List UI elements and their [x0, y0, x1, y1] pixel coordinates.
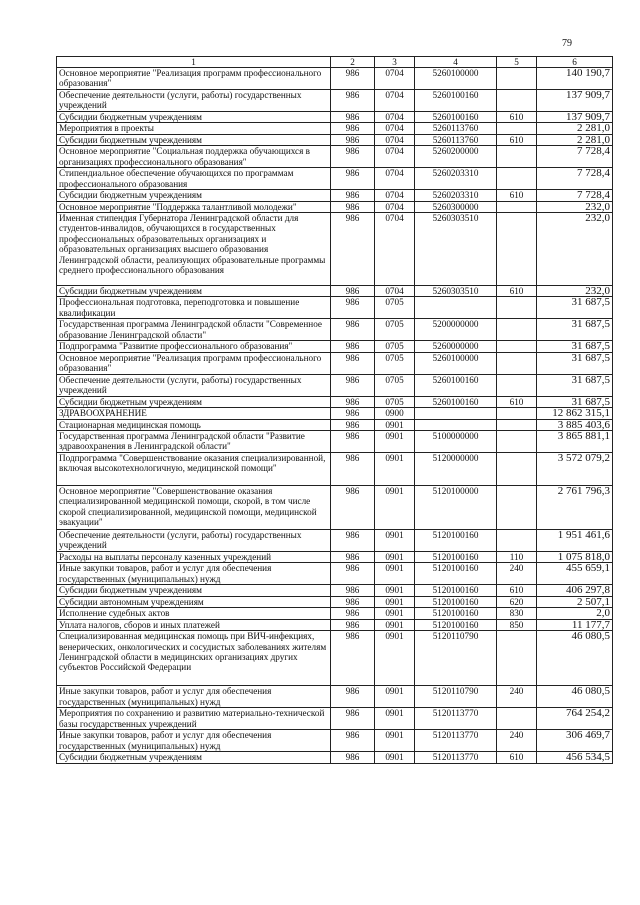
row-target-article: 5120100000	[415, 486, 497, 530]
row-section-code: 0901	[375, 596, 415, 607]
row-expense-type	[497, 374, 537, 396]
row-section-code: 0705	[375, 374, 415, 396]
row-target-article: 5260100160	[415, 90, 497, 112]
row-target-article: 5260203310	[415, 190, 497, 201]
row-name: ЗДРАВООХРАНЕНИЕ	[57, 408, 331, 419]
table-row	[57, 352, 613, 374]
row-section-code: 0901	[375, 563, 415, 585]
row-name: Субсидии бюджетным учреждениям	[57, 585, 331, 596]
row-amount: 3 572 079,2	[537, 453, 613, 486]
row-target-article: 5120000000	[415, 453, 497, 486]
row-target-article: 5260113760	[415, 123, 497, 134]
table-row	[57, 431, 613, 453]
row-expense-type: 610	[497, 190, 537, 201]
row-ministry-code: 986	[331, 619, 375, 630]
row-target-article: 5260200000	[415, 146, 497, 168]
row-section-code: 0704	[375, 146, 415, 168]
row-target-article: 5100000000	[415, 431, 497, 453]
table-row	[57, 619, 613, 630]
row-ministry-code: 986	[331, 563, 375, 585]
row-expense-type	[497, 123, 537, 134]
row-target-article	[415, 408, 497, 419]
row-expense-type	[497, 201, 537, 212]
row-target-article: 5260300000	[415, 201, 497, 212]
row-name: Основное мероприятие "Совершенствование оказания специализированной медицинской помощи, скорой, в том числе скорой специализированной, медицинской помощи, медицинской эвакуации"	[57, 486, 331, 530]
row-expense-type: 610	[497, 134, 537, 145]
row-amount: 306 469,7	[537, 730, 613, 752]
row-section-code: 0704	[375, 190, 415, 201]
row-ministry-code: 986	[331, 190, 375, 201]
table-row	[57, 486, 613, 530]
row-target-article	[415, 297, 497, 319]
row-name: Обеспечение деятельности (услуги, работы) государственных учреждений	[57, 374, 331, 396]
row-expense-type: 610	[497, 286, 537, 297]
row-section-code: 0705	[375, 341, 415, 352]
row-section-code: 0704	[375, 213, 415, 286]
row-name: Стационарная медицинская помощь	[57, 419, 331, 430]
row-name: Именная стипендия Губернатора Ленинградской области для студентов-инвалидов, обучающихся в государственных профессиональных образовательных организациях и образовательных организациях высшего образования Ленинградской области, реализующих образовательные программы среднего профессионального образования	[57, 213, 331, 286]
table-row	[57, 752, 613, 763]
row-amount: 2 507,1	[537, 596, 613, 607]
row-target-article: 5260303510	[415, 286, 497, 297]
row-expense-type: 110	[497, 552, 537, 563]
row-target-article: 5260100000	[415, 352, 497, 374]
row-expense-type: 610	[497, 585, 537, 596]
row-target-article: 5120100160	[415, 530, 497, 552]
header-cell: 3	[375, 57, 415, 68]
row-name: Субсидии бюджетным учреждениям	[57, 134, 331, 145]
row-name: Основное мероприятие "Реализация программ профессионального образования"	[57, 352, 331, 374]
row-ministry-code: 986	[331, 631, 375, 686]
row-ministry-code: 986	[331, 297, 375, 319]
row-section-code: 0901	[375, 608, 415, 619]
row-ministry-code: 986	[331, 419, 375, 430]
row-ministry-code: 986	[331, 431, 375, 453]
table-row	[57, 68, 613, 90]
row-target-article: 5260100000	[415, 68, 497, 90]
header-cell: 6	[537, 57, 613, 68]
row-amount: 7 728,4	[537, 190, 613, 201]
row-target-article: 5120110790	[415, 631, 497, 686]
table-row	[57, 146, 613, 168]
row-name: Основное мероприятие "Поддержка талантливой молодежи"	[57, 201, 331, 212]
row-expense-type	[497, 213, 537, 286]
header-cell: 5	[497, 57, 537, 68]
row-name: Стипендиальное обеспечение обучающихся по программам профессионального образования	[57, 168, 331, 190]
row-name: Мероприятия по сохранению и развитию материально-технической базы государственных учреждений	[57, 708, 331, 730]
row-expense-type	[497, 146, 537, 168]
row-amount: 7 728,4	[537, 146, 613, 168]
row-amount: 137 909,7	[537, 90, 613, 112]
table-row	[57, 201, 613, 212]
row-name: Субсидии бюджетным учреждениям	[57, 396, 331, 407]
row-name: Субсидии бюджетным учреждениям	[57, 286, 331, 297]
row-name: Расходы на выплаты персоналу казенных учреждений	[57, 552, 331, 563]
row-ministry-code: 986	[331, 374, 375, 396]
row-expense-type	[497, 431, 537, 453]
table-row	[57, 552, 613, 563]
table-header-row	[57, 57, 613, 68]
row-amount: 31 687,5	[537, 374, 613, 396]
row-target-article: 5120100160	[415, 608, 497, 619]
row-amount: 31 687,5	[537, 396, 613, 407]
table-row	[57, 396, 613, 407]
table-row	[57, 90, 613, 112]
table-row	[57, 168, 613, 190]
row-ministry-code: 986	[331, 168, 375, 190]
row-amount: 2,0	[537, 608, 613, 619]
row-target-article: 5120100160	[415, 563, 497, 585]
row-ministry-code: 986	[331, 552, 375, 563]
page-number: 79	[562, 38, 572, 49]
row-ministry-code: 986	[331, 319, 375, 341]
row-target-article: 5120100160	[415, 619, 497, 630]
row-ministry-code: 986	[331, 201, 375, 212]
row-expense-type	[497, 631, 537, 686]
row-ministry-code: 986	[331, 286, 375, 297]
table-row	[57, 530, 613, 552]
row-expense-type: 610	[497, 396, 537, 407]
row-amount: 3 885 403,6	[537, 419, 613, 430]
table-row	[57, 686, 613, 708]
table-row	[57, 408, 613, 419]
table-row	[57, 112, 613, 123]
row-name: Субсидии бюджетным учреждениям	[57, 752, 331, 763]
row-ministry-code: 986	[331, 146, 375, 168]
row-ministry-code: 986	[331, 134, 375, 145]
row-expense-type	[497, 341, 537, 352]
row-ministry-code: 986	[331, 752, 375, 763]
row-section-code: 0901	[375, 530, 415, 552]
row-target-article: 5120110790	[415, 686, 497, 708]
row-ministry-code: 986	[331, 585, 375, 596]
row-expense-type: 240	[497, 563, 537, 585]
table-row	[57, 608, 613, 619]
row-name: Субсидии бюджетным учреждениям	[57, 112, 331, 123]
row-target-article: 5260100160	[415, 374, 497, 396]
row-amount: 764 254,2	[537, 708, 613, 730]
row-expense-type: 830	[497, 608, 537, 619]
table-row	[57, 319, 613, 341]
row-target-article: 5120113770	[415, 708, 497, 730]
row-target-article: 5260100160	[415, 396, 497, 407]
row-amount: 3 865 881,1	[537, 431, 613, 453]
row-expense-type	[497, 486, 537, 530]
row-ministry-code: 986	[331, 396, 375, 407]
table-row	[57, 297, 613, 319]
row-amount: 232,0	[537, 213, 613, 286]
table-row	[57, 134, 613, 145]
row-ministry-code: 986	[331, 112, 375, 123]
row-amount: 2 281,0	[537, 123, 613, 134]
row-name: Обеспечение деятельности (услуги, работы) государственных учреждений	[57, 530, 331, 552]
row-target-article: 5260000000	[415, 341, 497, 352]
row-expense-type	[497, 90, 537, 112]
table-row	[57, 453, 613, 486]
row-name: Иные закупки товаров, работ и услуг для обеспечения государственных (муниципальных) нужд	[57, 686, 331, 708]
row-amount: 140 190,7	[537, 68, 613, 90]
row-section-code: 0901	[375, 453, 415, 486]
row-amount: 31 687,5	[537, 297, 613, 319]
row-expense-type	[497, 68, 537, 90]
row-amount: 46 080,5	[537, 686, 613, 708]
header-cell: 4	[415, 57, 497, 68]
row-section-code: 0901	[375, 419, 415, 430]
row-section-code: 0704	[375, 286, 415, 297]
table-row	[57, 563, 613, 585]
row-name: Мероприятия в проекты	[57, 123, 331, 134]
row-amount: 1 951 461,6	[537, 530, 613, 552]
row-section-code: 0901	[375, 585, 415, 596]
row-ministry-code: 986	[331, 68, 375, 90]
row-amount: 31 687,5	[537, 319, 613, 341]
row-name: Государственная программа Ленинградской области "Развитие здравоохранения в Ленинградской области"	[57, 431, 331, 453]
row-name: Иные закупки товаров, работ и услуг для обеспечения государственных (муниципальных) нужд	[57, 730, 331, 752]
row-target-article: 5120100160	[415, 552, 497, 563]
row-section-code: 0704	[375, 123, 415, 134]
row-ministry-code: 986	[331, 530, 375, 552]
row-target-article: 5120100160	[415, 585, 497, 596]
row-expense-type	[497, 708, 537, 730]
row-ministry-code: 986	[331, 486, 375, 530]
table-row	[57, 123, 613, 134]
row-expense-type	[497, 408, 537, 419]
row-amount: 1 075 818,0	[537, 552, 613, 563]
row-ministry-code: 986	[331, 341, 375, 352]
row-section-code: 0901	[375, 631, 415, 686]
row-section-code: 0901	[375, 486, 415, 530]
table-row	[57, 374, 613, 396]
row-section-code: 0900	[375, 408, 415, 419]
row-ministry-code: 986	[331, 596, 375, 607]
row-section-code: 0901	[375, 619, 415, 630]
row-section-code: 0704	[375, 90, 415, 112]
row-section-code: 0704	[375, 201, 415, 212]
row-section-code: 0705	[375, 319, 415, 341]
table-row	[57, 730, 613, 752]
table-row	[57, 286, 613, 297]
row-section-code: 0901	[375, 708, 415, 730]
row-target-article: 5260100160	[415, 112, 497, 123]
row-ministry-code: 986	[331, 123, 375, 134]
row-expense-type: 620	[497, 596, 537, 607]
row-section-code: 0705	[375, 297, 415, 319]
row-amount: 232,0	[537, 201, 613, 212]
row-amount: 137 909,7	[537, 112, 613, 123]
row-ministry-code: 986	[331, 352, 375, 374]
row-expense-type: 850	[497, 619, 537, 630]
row-section-code: 0704	[375, 68, 415, 90]
row-expense-type	[497, 530, 537, 552]
row-amount: 46 080,5	[537, 631, 613, 686]
row-amount: 2 761 796,3	[537, 486, 613, 530]
row-target-article: 5120113770	[415, 730, 497, 752]
row-target-article: 5200000000	[415, 319, 497, 341]
row-name: Субсидии автономным учреждениям	[57, 596, 331, 607]
row-amount: 31 687,5	[537, 352, 613, 374]
row-ministry-code: 986	[331, 708, 375, 730]
row-target-article: 5260303510	[415, 213, 497, 286]
row-section-code: 0705	[375, 396, 415, 407]
row-expense-type	[497, 352, 537, 374]
row-expense-type: 240	[497, 730, 537, 752]
row-expense-type	[497, 297, 537, 319]
table-row	[57, 631, 613, 686]
row-expense-type: 610	[497, 112, 537, 123]
row-amount: 31 687,5	[537, 341, 613, 352]
row-target-article	[415, 419, 497, 430]
row-name: Основное мероприятие "Социальная поддержка обучающихся в организациях профессионального образования"	[57, 146, 331, 168]
row-section-code: 0705	[375, 352, 415, 374]
row-amount: 2 281,0	[537, 134, 613, 145]
row-amount: 11 177,7	[537, 619, 613, 630]
row-name: Специализированная медицинская помощь при ВИЧ-инфекциях, венерических, онкологических и сосудистых заболеваниях жителям Ленинградской области в медицинских организациях других субъектов Российской Федерации	[57, 631, 331, 686]
row-section-code: 0901	[375, 752, 415, 763]
row-name: Профессиональная подготовка, переподготовка и повышение квалификации	[57, 297, 331, 319]
row-amount: 406 297,8	[537, 585, 613, 596]
row-name: Субсидии бюджетным учреждениям	[57, 190, 331, 201]
row-ministry-code: 986	[331, 730, 375, 752]
table-row	[57, 190, 613, 201]
row-name: Уплата налогов, сборов и иных платежей	[57, 619, 331, 630]
row-amount: 7 728,4	[537, 168, 613, 190]
row-ministry-code: 986	[331, 608, 375, 619]
table-row	[57, 585, 613, 596]
row-target-article: 5120100160	[415, 596, 497, 607]
budget-table	[56, 56, 613, 764]
row-ministry-code: 986	[331, 90, 375, 112]
row-amount: 455 659,1	[537, 563, 613, 585]
row-expense-type	[497, 319, 537, 341]
row-name: Основное мероприятие "Реализация программ профессионального образования"	[57, 68, 331, 90]
row-ministry-code: 986	[331, 408, 375, 419]
row-section-code: 0901	[375, 730, 415, 752]
header-cell: 1	[57, 57, 331, 68]
table-row	[57, 596, 613, 607]
row-name: Подпрограмма "Развитие профессионального образования"	[57, 341, 331, 352]
table-row	[57, 419, 613, 430]
row-amount: 12 862 315,1	[537, 408, 613, 419]
row-expense-type: 610	[497, 752, 537, 763]
row-expense-type	[497, 168, 537, 190]
row-amount: 456 534,5	[537, 752, 613, 763]
table-row	[57, 213, 613, 286]
row-target-article: 5260203310	[415, 168, 497, 190]
row-section-code: 0704	[375, 112, 415, 123]
table-row	[57, 708, 613, 730]
row-section-code: 0704	[375, 134, 415, 145]
row-name: Государственная программа Ленинградской области "Современное образование Ленинградской области"	[57, 319, 331, 341]
table-row	[57, 341, 613, 352]
row-expense-type	[497, 419, 537, 430]
header-cell: 2	[331, 57, 375, 68]
row-target-article: 5120113770	[415, 752, 497, 763]
row-ministry-code: 986	[331, 213, 375, 286]
row-section-code: 0901	[375, 552, 415, 563]
row-section-code: 0704	[375, 168, 415, 190]
row-name: Иные закупки товаров, работ и услуг для обеспечения государственных (муниципальных) нужд	[57, 563, 331, 585]
row-section-code: 0901	[375, 431, 415, 453]
row-name: Исполнение судебных актов	[57, 608, 331, 619]
row-expense-type	[497, 453, 537, 486]
row-name: Подпрограмма "Совершенствование оказания специализированной, включая высокотехнологичную, медицинской помощи"	[57, 453, 331, 486]
row-name: Обеспечение деятельности (услуги, работы) государственных учреждений	[57, 90, 331, 112]
row-amount: 232,0	[537, 286, 613, 297]
row-expense-type: 240	[497, 686, 537, 708]
row-section-code: 0901	[375, 686, 415, 708]
row-target-article: 5260113760	[415, 134, 497, 145]
row-ministry-code: 986	[331, 453, 375, 486]
row-ministry-code: 986	[331, 686, 375, 708]
